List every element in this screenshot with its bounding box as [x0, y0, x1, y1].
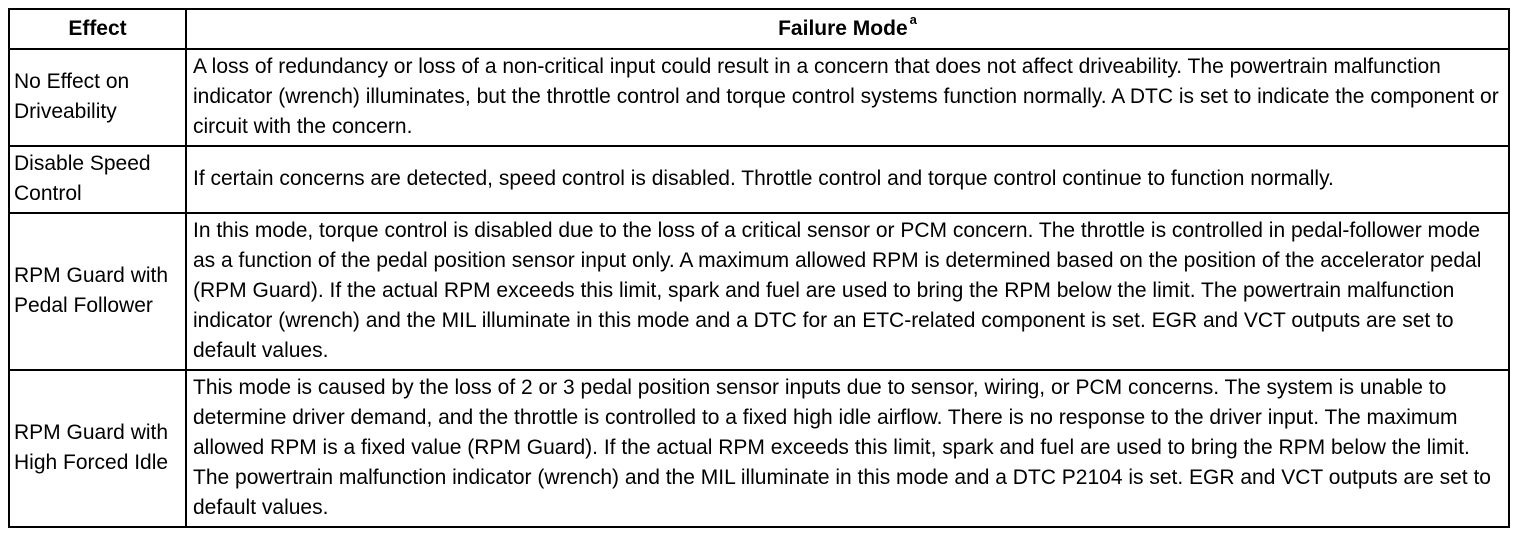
failure-mode-cell: In this mode, torque control is disabled due to the loss of a critical sensor or PCM concern. The throttle is controlled in pedal-follower mode as a function of the pedal position sensor input only. A maximum allowed RPM is determined based on the position of the accelerator pedal (RPM Guard). If the actual RPM exceeds this limit, spark and fuel are used to bring the RPM below the limit. The powertrain malfunction indicator (wrench) and the MIL illuminate in this mode and a DTC for an ETC-related component is set. EGR and VCT outputs are set to default values. [186, 213, 1509, 370]
effect-cell: No Effect on Driveability [9, 49, 186, 146]
footnote-marker: a [909, 12, 917, 27]
effect-cell: RPM Guard with Pedal Follower [9, 213, 186, 370]
failure-mode-column-header [186, 9, 1509, 49]
failure-mode-table [8, 8, 1510, 528]
effect-column-header [9, 9, 186, 49]
failure-mode-header-label: Failure Mode [778, 17, 908, 40]
effect-cell: RPM Guard with High Forced Idle [9, 370, 186, 527]
header-row [9, 9, 1509, 49]
effect-cell: Disable Speed Control [9, 146, 186, 213]
failure-mode-cell: This mode is caused by the loss of 2 or 3 pedal position sensor inputs due to sensor, wiring, or PCM concerns. The system is unable to determine driver demand, and the throttle is controlled to a fixed high idle airflow. There is no response to the driver input. The maximum allowed RPM is a fixed value (RPM Guard). If the actual RPM exceeds this limit, spark and fuel are used to bring the RPM below the limit. The powertrain malfunction indicator (wrench) and the MIL illuminate in this mode and a DTC P2104 is set. EGR and VCT outputs are set to default values. [186, 370, 1509, 527]
table-row [9, 146, 1509, 213]
table-row [9, 213, 1509, 370]
table-row [9, 370, 1509, 527]
failure-mode-cell: If certain concerns are detected, speed control is disabled. Throttle control and torque control continue to function normally. [186, 146, 1509, 213]
failure-mode-cell: A loss of redundancy or loss of a non-critical input could result in a concern that does not affect driveability. The powertrain malfunction indicator (wrench) illuminates, but the throttle control and torque control systems function normally. A DTC is set to indicate the component or circuit with the concern. [186, 49, 1509, 146]
table-row [9, 49, 1509, 146]
effect-header-label: Effect [68, 17, 127, 40]
